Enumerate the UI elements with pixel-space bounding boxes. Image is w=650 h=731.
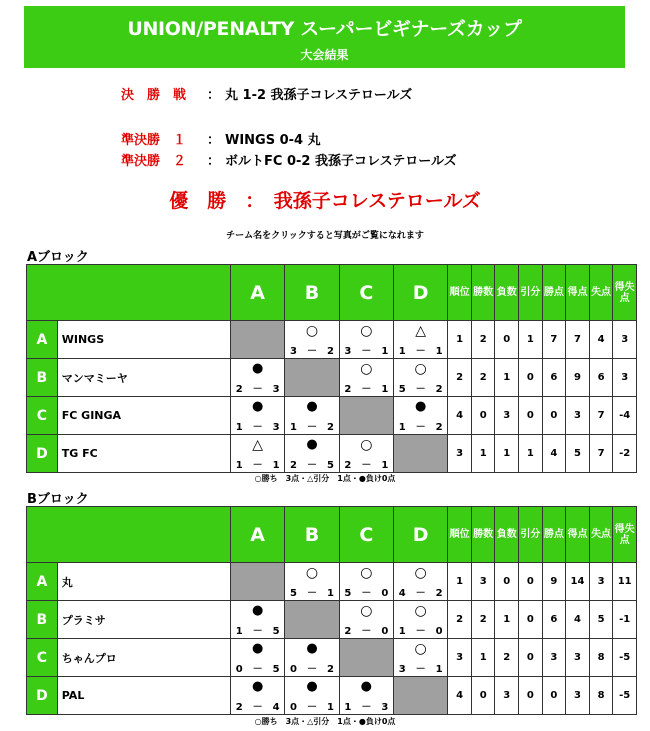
- stat-value: -2: [613, 435, 637, 473]
- win-icon: ○: [305, 565, 319, 581]
- stat-value: 1: [471, 435, 495, 473]
- stat-value: 3: [495, 677, 519, 715]
- stat-value: 2: [448, 601, 472, 639]
- match-score: 1 － 3: [235, 422, 280, 433]
- win-icon: ○: [414, 361, 427, 377]
- row-label: D: [27, 677, 58, 715]
- match-cell: [393, 397, 447, 435]
- stat-value: 5: [589, 601, 613, 639]
- team-name-link[interactable]: WINGS: [57, 321, 230, 359]
- team-name-link[interactable]: プラミサ: [57, 601, 230, 639]
- stat-value: 8: [589, 639, 613, 677]
- loss-icon: ●: [251, 603, 264, 618]
- title-banner: [24, 6, 625, 68]
- match-cell: [285, 321, 339, 359]
- stat-value: 2: [471, 601, 495, 639]
- stat-value: 1: [495, 601, 519, 639]
- table-row: [27, 601, 637, 639]
- stat-value: 6: [542, 359, 566, 397]
- table-row: [27, 321, 637, 359]
- table-row: [27, 397, 637, 435]
- stat-value: 9: [542, 563, 566, 601]
- row-label: A: [27, 321, 58, 359]
- stat-value: 4: [448, 677, 472, 715]
- loss-icon: ●: [251, 679, 264, 694]
- header-blank: [27, 507, 231, 563]
- match-score: 1 － 3: [344, 702, 389, 713]
- match-cell: [285, 435, 339, 473]
- final-result: [121, 84, 412, 103]
- block-b-legend: ○勝ち 3点・△引分 1点・●負け0点: [254, 717, 396, 726]
- col-header-d: D: [393, 265, 447, 321]
- stat-header: 負数: [495, 265, 519, 321]
- team-name-link[interactable]: ちゃんプロ: [57, 639, 230, 677]
- stat-value: -1: [613, 601, 637, 639]
- stat-value: 7: [542, 321, 566, 359]
- self-match-cell: [285, 359, 339, 397]
- match-score: 2 － 5: [290, 460, 334, 471]
- stat-header: 失点: [589, 265, 613, 321]
- self-match-cell: [285, 601, 339, 639]
- col-header-a: A: [231, 507, 285, 563]
- stat-value: 3: [589, 563, 613, 601]
- row-label: B: [27, 601, 58, 639]
- match-score: 4 － 2: [398, 588, 443, 599]
- result-text: WINGS 0-4 丸: [225, 133, 321, 148]
- stat-value: 3: [566, 397, 590, 435]
- stat-value: 1: [448, 563, 472, 601]
- col-header-a: A: [231, 265, 285, 321]
- stat-value: 4: [448, 397, 472, 435]
- win-icon: ○: [305, 323, 319, 339]
- match-cell: [393, 321, 447, 359]
- row-label: D: [27, 435, 58, 473]
- match-score: 1 － 0: [398, 626, 443, 637]
- block-a-table: [26, 264, 637, 473]
- row-label: B: [27, 359, 58, 397]
- page-title: UNION/PENALTY スーパービギナーズカップ: [127, 18, 522, 40]
- match-score: 1 － 2: [398, 422, 443, 433]
- semifinal-1-result: [121, 129, 321, 148]
- champion-text: 優 勝 ： 我孫子コレステロールズ: [169, 190, 481, 212]
- stat-value: 8: [589, 677, 613, 715]
- win-icon: ○: [414, 603, 427, 619]
- block-b-table: [26, 506, 637, 715]
- match-score: 1 － 1: [398, 346, 443, 357]
- stat-value: 3: [613, 359, 637, 397]
- match-cell: [231, 639, 285, 677]
- col-header-d: D: [393, 507, 447, 563]
- loss-icon: ●: [306, 679, 318, 694]
- col-header-b: B: [285, 507, 339, 563]
- stat-value: 6: [542, 601, 566, 639]
- match-score: 5 － 2: [398, 384, 443, 395]
- stat-header: 引分: [519, 507, 543, 563]
- stat-value: 3: [495, 397, 519, 435]
- match-cell: [285, 397, 339, 435]
- stat-value: 1: [448, 321, 472, 359]
- stat-value: 7: [589, 435, 613, 473]
- stat-value: 1: [519, 321, 543, 359]
- stat-value: 7: [566, 321, 590, 359]
- stat-header: 順位: [448, 507, 472, 563]
- team-name-link[interactable]: FC GINGA: [57, 397, 230, 435]
- photo-note: チーム名をクリックすると写真がご覧になれます: [226, 231, 424, 241]
- match-score: 5 － 1: [290, 588, 334, 599]
- result-text: ボルトFC 0-2 我孫子コレステロールズ: [225, 154, 457, 169]
- match-score: 0 － 5: [235, 664, 280, 675]
- stat-header: 勝数: [471, 265, 495, 321]
- stat-header: 得点: [566, 507, 590, 563]
- result-colon: ：: [207, 133, 221, 148]
- table-row: [27, 435, 637, 473]
- stat-header: 得失点: [613, 265, 637, 321]
- match-cell: [231, 435, 285, 473]
- self-match-cell: [393, 677, 447, 715]
- match-cell: [393, 601, 447, 639]
- team-name-link[interactable]: 丸: [57, 563, 230, 601]
- stat-value: 2: [471, 321, 495, 359]
- match-score: 1 － 1: [235, 460, 280, 471]
- stat-value: 3: [566, 639, 590, 677]
- stat-value: 3: [613, 321, 637, 359]
- stat-value: 0: [519, 639, 543, 677]
- semifinal-2-result: [121, 150, 457, 169]
- header-blank: [27, 265, 231, 321]
- stat-value: 11: [613, 563, 637, 601]
- stat-header: 引分: [519, 265, 543, 321]
- stat-header: 負数: [495, 507, 519, 563]
- match-score: 1 － 2: [290, 422, 334, 433]
- match-score: 2 － 1: [344, 460, 389, 471]
- col-header-b: B: [285, 265, 339, 321]
- stat-value: 14: [566, 563, 590, 601]
- stat-value: 4: [542, 435, 566, 473]
- block-a-title: Aブロック: [27, 250, 89, 265]
- match-score: 2 － 4: [235, 702, 280, 713]
- match-cell: [393, 563, 447, 601]
- match-cell: [339, 677, 393, 715]
- draw-icon: △: [252, 437, 264, 453]
- stat-value: 3: [448, 639, 472, 677]
- loss-icon: ●: [306, 641, 318, 656]
- match-score: 0 － 2: [290, 664, 334, 675]
- stat-value: 0: [495, 563, 519, 601]
- match-cell: [339, 435, 393, 473]
- match-cell: [231, 359, 285, 397]
- match-cell: [231, 601, 285, 639]
- win-icon: ○: [414, 641, 427, 657]
- stat-value: 2: [495, 639, 519, 677]
- result-colon: ：: [207, 154, 221, 169]
- stat-value: 3: [542, 639, 566, 677]
- self-match-cell: [231, 563, 285, 601]
- stat-value: 0: [519, 601, 543, 639]
- stat-value: 0: [519, 397, 543, 435]
- stat-value: -5: [613, 677, 637, 715]
- match-cell: [339, 601, 393, 639]
- match-score: 3 － 2: [290, 346, 334, 357]
- stat-value: 6: [589, 359, 613, 397]
- match-cell: [285, 563, 339, 601]
- stat-value: 0: [519, 563, 543, 601]
- match-cell: [339, 321, 393, 359]
- team-name-link[interactable]: PAL: [57, 677, 230, 715]
- table-row: [27, 359, 637, 397]
- win-icon: ○: [360, 437, 373, 453]
- stat-value: -5: [613, 639, 637, 677]
- stat-value: 0: [471, 397, 495, 435]
- loss-icon: ●: [414, 399, 427, 414]
- win-icon: ○: [360, 361, 373, 377]
- self-match-cell: [231, 321, 285, 359]
- loss-icon: ●: [306, 399, 318, 414]
- stat-value: 3: [566, 677, 590, 715]
- draw-icon: △: [415, 323, 427, 339]
- match-cell: [285, 639, 339, 677]
- match-cell: [393, 359, 447, 397]
- block-a-legend: ○勝ち 3点・△引分 1点・●負け0点: [254, 474, 396, 483]
- loss-icon: ●: [360, 679, 372, 694]
- stat-value: 3: [471, 563, 495, 601]
- row-label: A: [27, 563, 58, 601]
- stat-value: -4: [613, 397, 637, 435]
- stat-value: 5: [566, 435, 590, 473]
- match-score: 2 － 1: [344, 384, 389, 395]
- result-colon: ：: [207, 88, 221, 103]
- stat-value: 2: [448, 359, 472, 397]
- col-header-c: C: [339, 507, 393, 563]
- col-header-c: C: [339, 265, 393, 321]
- match-cell: [285, 677, 339, 715]
- self-match-cell: [393, 435, 447, 473]
- stat-value: 0: [542, 677, 566, 715]
- page-subtitle: 大会結果: [300, 48, 349, 62]
- loss-icon: ●: [251, 361, 264, 376]
- match-score: 5 － 0: [344, 588, 389, 599]
- stat-header: 勝数: [471, 507, 495, 563]
- self-match-cell: [339, 639, 393, 677]
- match-score: 3 － 1: [398, 664, 443, 675]
- stat-header: 失点: [589, 507, 613, 563]
- loss-icon: ●: [306, 437, 318, 452]
- stat-value: 1: [471, 639, 495, 677]
- stat-value: 0: [495, 321, 519, 359]
- stat-value: 2: [471, 359, 495, 397]
- stat-header: 得点: [566, 265, 590, 321]
- stat-value: 0: [542, 397, 566, 435]
- match-cell: [393, 639, 447, 677]
- match-score: 0 － 1: [290, 702, 334, 713]
- result-label: 準決勝 ２: [121, 154, 187, 169]
- team-name-link[interactable]: TG FC: [57, 435, 230, 473]
- result-text: 丸 1-2 我孫子コレステロールズ: [225, 88, 413, 103]
- stat-value: 0: [471, 677, 495, 715]
- match-score: 2 － 3: [235, 384, 280, 395]
- row-label: C: [27, 397, 58, 435]
- match-score: 3 － 1: [344, 346, 389, 357]
- win-icon: ○: [414, 565, 427, 581]
- team-name-link[interactable]: マンマミーヤ: [57, 359, 230, 397]
- stat-header: 勝点: [542, 265, 566, 321]
- loss-icon: ●: [251, 641, 264, 656]
- win-icon: ○: [360, 565, 373, 581]
- win-icon: ○: [360, 323, 373, 339]
- stat-value: 4: [566, 601, 590, 639]
- match-cell: [231, 397, 285, 435]
- result-label: 決 勝 戦: [121, 88, 187, 103]
- stat-header: 得失点: [613, 507, 637, 563]
- table-row: [27, 563, 637, 601]
- match-score: 2 － 0: [344, 626, 389, 637]
- stat-header: 順位: [448, 265, 472, 321]
- stat-value: 0: [519, 359, 543, 397]
- win-icon: ○: [360, 603, 373, 619]
- match-cell: [339, 563, 393, 601]
- table-row: [27, 677, 637, 715]
- stat-value: 1: [495, 435, 519, 473]
- stat-value: 1: [519, 435, 543, 473]
- table-row: [27, 639, 637, 677]
- stat-value: 1: [495, 359, 519, 397]
- match-cell: [339, 359, 393, 397]
- stat-header: 勝点: [542, 507, 566, 563]
- stat-value: 0: [519, 677, 543, 715]
- result-label: 準決勝 １: [121, 133, 187, 148]
- stat-value: 4: [589, 321, 613, 359]
- stat-value: 3: [448, 435, 472, 473]
- match-score: 1 － 5: [235, 626, 280, 637]
- loss-icon: ●: [251, 399, 264, 414]
- stat-value: 9: [566, 359, 590, 397]
- self-match-cell: [339, 397, 393, 435]
- stat-value: 7: [589, 397, 613, 435]
- row-label: C: [27, 639, 58, 677]
- block-b-title: Bブロック: [27, 492, 89, 507]
- match-cell: [231, 677, 285, 715]
